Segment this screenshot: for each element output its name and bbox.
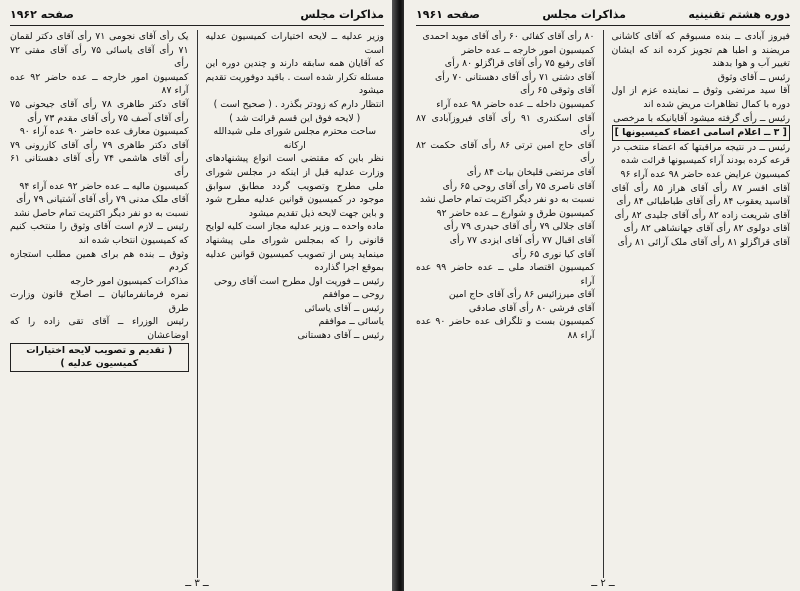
right-page-header	[416, 6, 790, 26]
left-page-right-column	[206, 30, 385, 578]
paragraph: کمیسیون بست و تلگراف عده حاضر ۹۰ عده آراء ۸۸	[416, 316, 595, 342]
paragraph: آقای ملک مدنی ۷۹ رأی آقای آشتیانی ۷۹ رأی	[16, 194, 189, 206]
paragraph: آقای دولوی ۸۲ رأی آقای جهانشاهی ۸۲ رأی	[623, 223, 790, 235]
paragraph: آقای کیا نوری ۶۵ رأی	[511, 248, 595, 260]
right-page	[404, 0, 800, 591]
paragraph: کمیسیون مالیه ــ عده حاضر ۹۲ عده آراء ۹۴	[19, 180, 189, 192]
paragraph: آقا سید مرتضی وثوق ــ نماینده عزم از اول دوره با کمال تظاهرات مریض شده اند	[611, 85, 790, 110]
paragraph: آقای قراگزلو ۸۱ رأی آقای ملک آرائی ۸۱ رأی	[617, 236, 790, 248]
paragraph: رئیس ــ رأی گرفته میشود آقایانیکه با مرخصی	[613, 112, 790, 124]
paragraph: کمیسیون اقتصاد ملی ــ عده حاضر ۹۹ عده آراء	[416, 262, 595, 287]
paragraph: کمیسیون معارف عده حاضر ۹۰ عده آراء ۹۰	[19, 126, 189, 138]
left-page-left-column	[10, 30, 189, 578]
right-page-footer: ــ ۲ ــ	[591, 578, 615, 589]
paragraph: فیروز آبادی ــ بنده مسبوقم که آقای کاشانی مریضند و اطبا هم تجویز کرده اند که ایشان تغییر آب و هوا بدهند	[611, 31, 790, 70]
paragraph: کمیسیون داخله ــ عده حاضر ۹۸ عده آراء	[436, 98, 595, 110]
paragraph: نسبت به دو نفر دیگر اکثریت تمام حاصل نشد	[419, 194, 595, 206]
column-divider	[197, 30, 198, 578]
section-heading: ( تقدیم و تصویب لایحه اختیارات کمیسیون عدلیه )	[10, 343, 189, 372]
paragraph: ( لایحه فوق این قسم قرائت شد )	[229, 112, 361, 124]
paragraph: آقای دکتر طاهری ۷۹ رأی آقای کازرونی ۷۹ رأی آقای هاشمی ۷۴ رأی آقای دهستانی ۶۱ رأی	[10, 139, 189, 178]
paragraph: روحی ــ موافقم	[322, 289, 384, 301]
right-page-right-column	[612, 30, 791, 578]
section-heading: [ ۳ ــ اعلام اسامی اعضاء کمیسیونها ]	[612, 125, 791, 141]
left-header-title: مذاکرات مجلس	[300, 7, 384, 21]
paragraph: رئیس ــ آقای وثوق	[717, 71, 790, 83]
paragraph: کمیسیون امور خارجه ــ عده حاضر	[461, 44, 595, 56]
right-page-left-column	[416, 30, 595, 578]
paragraph: آقای ناصری ۷۵ رأی آقای روحی ۶۵ رأی	[442, 180, 595, 192]
paragraph: رئیس ــ فوریت اول مطرح است آقای روحی	[214, 275, 384, 287]
paragraph: نظر باین که مقتضی است انواع پیشنهادهای وزارت عدلیه قبل از اینکه در مجلس شورای ملی مطرح وتصویب گردد مطابق سوابق موجود در کمیسیون قوانین عدلیه مطرح شود و باین جهت لایحه ذیل تقدیم میشود	[205, 153, 384, 219]
paragraph: آقای رفیع ۷۵ رأی آقای قراگزلو ۸۰ رأی	[444, 58, 595, 70]
column-divider	[603, 30, 604, 578]
paragraph: آقای اقبال ۷۷ رأی آقای ایزدی ۷۷ رأی	[449, 234, 595, 246]
paragraph: رئیس ــ آقای دهستانی	[297, 330, 384, 342]
paragraph: آقای شریعت زاده ۸۲ رأی آقای جلیدی ۸۲ رأی	[614, 209, 790, 221]
paragraph: آقای وثوقی ۶۵ رأی	[520, 85, 595, 97]
paragraph: ساحت محترم مجلس شورای ملی شیدالله ارکانه	[213, 126, 377, 151]
left-page-header	[10, 6, 384, 26]
paragraph: کمیسیون عرایض عده حاضر ۹۸ عده آراء ۹۶	[620, 168, 790, 180]
paragraph: آقای افسر ۸۷ رأی آقای هراز ۸۵ رأی آقای آقاسید یعقوب ۸۴ رأی آقای طباطبائی ۸۴ رأی	[611, 182, 790, 208]
paragraph: رئیس ــ لازم است آقای وثوق را منتخب کنیم که کمیسیون انتخاب شده اند	[10, 221, 189, 246]
right-header-title: مذاکرات مجلس	[542, 7, 626, 21]
left-header-page-number: صفحه ۱۹۶۲	[10, 7, 74, 21]
paragraph: یک رأی آقای نجومی ۷۱ رأی آقای دکتر لقمان ۷۱ رأی آقای یاسائی ۷۵ رأی آقای مفتی ۷۲ رأی	[10, 31, 189, 70]
paragraph: یاسائی ــ موافقم	[318, 316, 384, 328]
left-page-footer: ــ ۳ ــ	[185, 578, 209, 589]
paragraph: آقای دشتی ۷۱ رأی آقای دهستانی ۷۰ رأی	[435, 71, 595, 83]
right-header-page-number: صفحه ۱۹۶۱	[416, 7, 480, 21]
paragraph: آقای دکتر طاهری ۷۸ رأی آقای جیحونی ۷۵ رأی آقای آصف ۷۵ رأی آقای مقدم ۷۳ رأی	[10, 98, 189, 124]
paragraph: آقای مرتضی قلیخان بیات ۸۴ رأی	[466, 166, 595, 178]
paragraph: رئیس ــ آقای یاسائی	[304, 302, 384, 314]
left-page-body	[10, 30, 384, 578]
left-page	[0, 0, 396, 591]
paragraph: نمره فرمانفرمائیان ــ اصلاح قانون وزارت طرق	[10, 289, 189, 314]
paragraph: آقای حاج امین ترتی ۸۶ رأی آقای حکمت ۸۲ رأی	[416, 139, 595, 165]
paragraph: انتظار دارم که زودتر بگذرد . ( صحیح است )	[213, 98, 384, 110]
right-page-body	[416, 30, 790, 578]
paragraph: آقای اسکندری ۹۱ رأی آقای فیروزآبادی ۸۷ رأی	[416, 112, 595, 138]
paragraph: نسبت به دو نفر دیگر اکثریت تمام حاصل نشد	[13, 207, 189, 219]
paragraph: رئیس ــ در نتیجه مراقبتها که اعضاء منتخب در قرعه کرده بودند آراء کمیسیونها قرائت شده	[611, 141, 790, 167]
paragraph: آقای میرزائیس ۸۶ رأی آقای حاج امین	[448, 289, 595, 301]
paragraph: وثوق ــ بنده هم برای همین مطلب استجازه کردم	[10, 248, 189, 274]
paragraph: که آقایان همه سابقه دارند و چندین دوره این مسئله تکرار شده است . باقید دوفوریت تقدیم میشود	[205, 58, 384, 97]
right-header-subtitle: دوره هشتم تقنینیه	[688, 7, 790, 21]
paragraph: آقای فرشی ۸۰ رأی آقای صادقی	[468, 302, 595, 314]
paragraph: ماده واحده ــ وزیر عدلیه مجاز است کلیه لوایح قانونی را که بمجلس شورای ملی پیشنهاد مینماید پس از تصویب کمیسیون قوانین عدلیه بموقع اجرا گذارده	[205, 221, 384, 274]
paragraph: مذاکرات کمیسیون امور خارجه	[70, 275, 189, 287]
paragraph: کمیسیون امور خارجه ــ عده حاضر ۹۲ عده آراء ۸۷	[10, 71, 189, 97]
paragraph: ۸۰ رأی آقای کفائی ۶۰ رأی آقای موید احمدی	[422, 31, 595, 42]
paragraph: وزیر عدلیه ــ لایحه اختیارات کمیسیون عدلیه است	[205, 31, 384, 56]
paragraph: رئیس الوزراء ــ آقای تقی زاده را که اوضاعشان	[10, 316, 189, 342]
paragraph: کمیسیون طرق و شوارع ــ عده حاضر ۹۲	[436, 207, 595, 219]
paragraph: آقای جلالی ۷۹ رأی آقای حیدری ۷۹ رأی	[443, 221, 595, 233]
